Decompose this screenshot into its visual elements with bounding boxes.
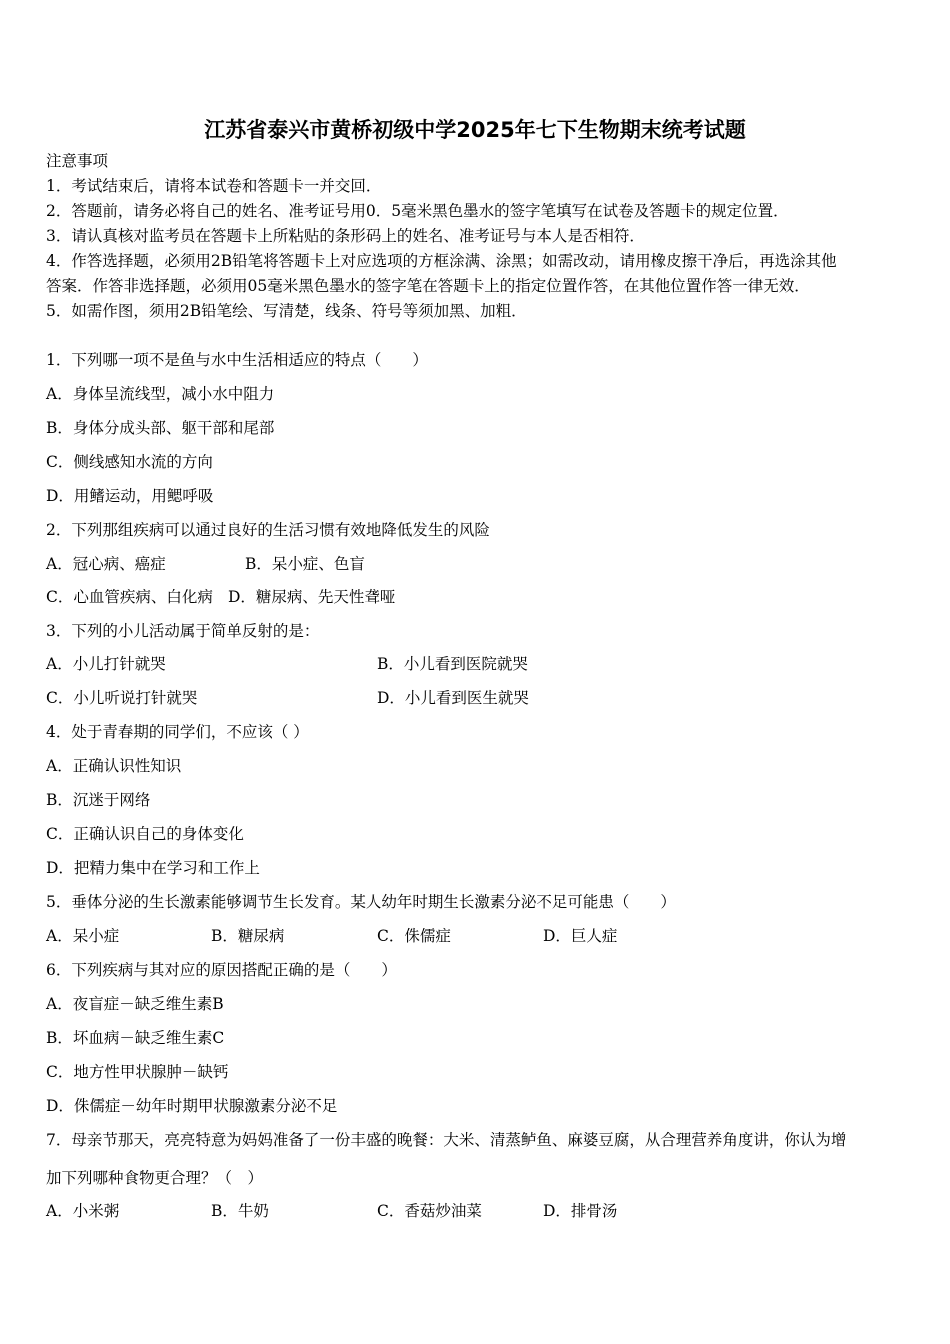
question-option: A．呆小症 <box>46 927 120 945</box>
question-option: C．小儿听说打针就哭 <box>46 689 198 707</box>
question-option: C．香菇炒油菜 <box>377 1202 482 1220</box>
question-option: A．正确认识性知识 <box>46 757 182 775</box>
question-stem: 6．下列疾病与其对应的原因搭配正确的是（ ） <box>46 961 397 979</box>
question-option: D．排骨汤 <box>543 1202 618 1220</box>
question-stem: 2．下列那组疾病可以通过良好的生活习惯有效地降低发生的风险 <box>46 521 490 539</box>
notice-item: 答案．作答非选择题，必须用05毫米黑色墨水的签字笔在答题卡上的指定位置作答，在其他位置作答一律无效． <box>46 277 810 295</box>
notice-item: 5．如需作图，须用2B铅笔绘、写清楚，线条、符号等须加黑、加粗． <box>46 302 527 320</box>
question-option: B．糖尿病 <box>211 927 285 945</box>
question-option: D．用鳍运动，用鳃呼吸 <box>46 487 214 505</box>
notice-item: 4．作答选择题，必须用2B铅笔将答题卡上对应选项的方框涂满、涂黑；如需改动，请用橡皮擦干净后，再选涂其他 <box>46 252 837 270</box>
notice-item: 3．请认真核对监考员在答题卡上所粘贴的条形码上的姓名、准考证号与本人是否相符． <box>46 227 645 245</box>
question-option: B．牛奶 <box>211 1202 269 1220</box>
question-option: A．冠心病、癌症 <box>46 555 166 573</box>
question-option: D．巨人症 <box>543 927 618 945</box>
notice-heading: 注意事项 <box>46 152 109 170</box>
question-option: C．心血管疾病、白化病 <box>46 588 213 606</box>
question-option: A．小儿打针就哭 <box>46 655 166 673</box>
question-option: C．正确认识自己的身体变化 <box>46 825 244 843</box>
notice-item: 1．考试结束后，请将本试卷和答题卡一并交回． <box>46 177 382 195</box>
question-option: B．小儿看到医院就哭 <box>377 655 528 673</box>
question-option: C．侧线感知水流的方向 <box>46 453 213 471</box>
document-title: 江苏省泰兴市黄桥初级中学2025年七下生物期末统考试题 <box>204 118 746 142</box>
question-option: B．呆小症、色盲 <box>245 555 365 573</box>
question-option: A．身体呈流线型，减小水中阻力 <box>46 385 275 403</box>
question-option: B．坏血病－缺乏维生素C <box>46 1029 225 1047</box>
question-option: B．沉迷于网络 <box>46 791 151 809</box>
question-option: D．侏儒症－幼年时期甲状腺激素分泌不足 <box>46 1097 338 1115</box>
question-stem: 4．处于青春期的同学们，不应该（ ） <box>46 723 309 741</box>
question-stem: 5．垂体分泌的生长激素能够调节生长发育。某人幼年时期生长激素分泌不足可能患（ ） <box>46 893 676 911</box>
question-option: A．小米粥 <box>46 1202 120 1220</box>
question-option: D．把精力集中在学习和工作上 <box>46 859 260 877</box>
notice-item: 2．答题前，请务必将自己的姓名、准考证号用0．5毫米黑色墨水的签字笔填写在试卷及答题卡的规定位置． <box>46 202 789 220</box>
question-option: C．地方性甲状腺肿－缺钙 <box>46 1063 229 1081</box>
question-option: A．夜盲症－缺乏维生素B <box>46 995 224 1013</box>
question-option: D．小儿看到医生就哭 <box>377 689 529 707</box>
question-stem-continued: 加下列哪种食物更合理？（ ） <box>46 1169 264 1187</box>
question-stem: 7．母亲节那天，亮亮特意为妈妈准备了一份丰盛的晚餐：大米、清蒸鲈鱼、麻婆豆腐，从合理营养角度讲，你认为增 <box>46 1131 847 1149</box>
question-stem: 1．下列哪一项不是鱼与水中生活相适应的特点（ ） <box>46 351 428 369</box>
question-option: C．侏儒症 <box>377 927 451 945</box>
question-option: D．糖尿病、先天性聋哑 <box>228 588 396 606</box>
question-option: B．身体分成头部、躯干部和尾部 <box>46 419 275 437</box>
question-stem: 3．下列的小儿活动属于简单反射的是： <box>46 622 320 640</box>
